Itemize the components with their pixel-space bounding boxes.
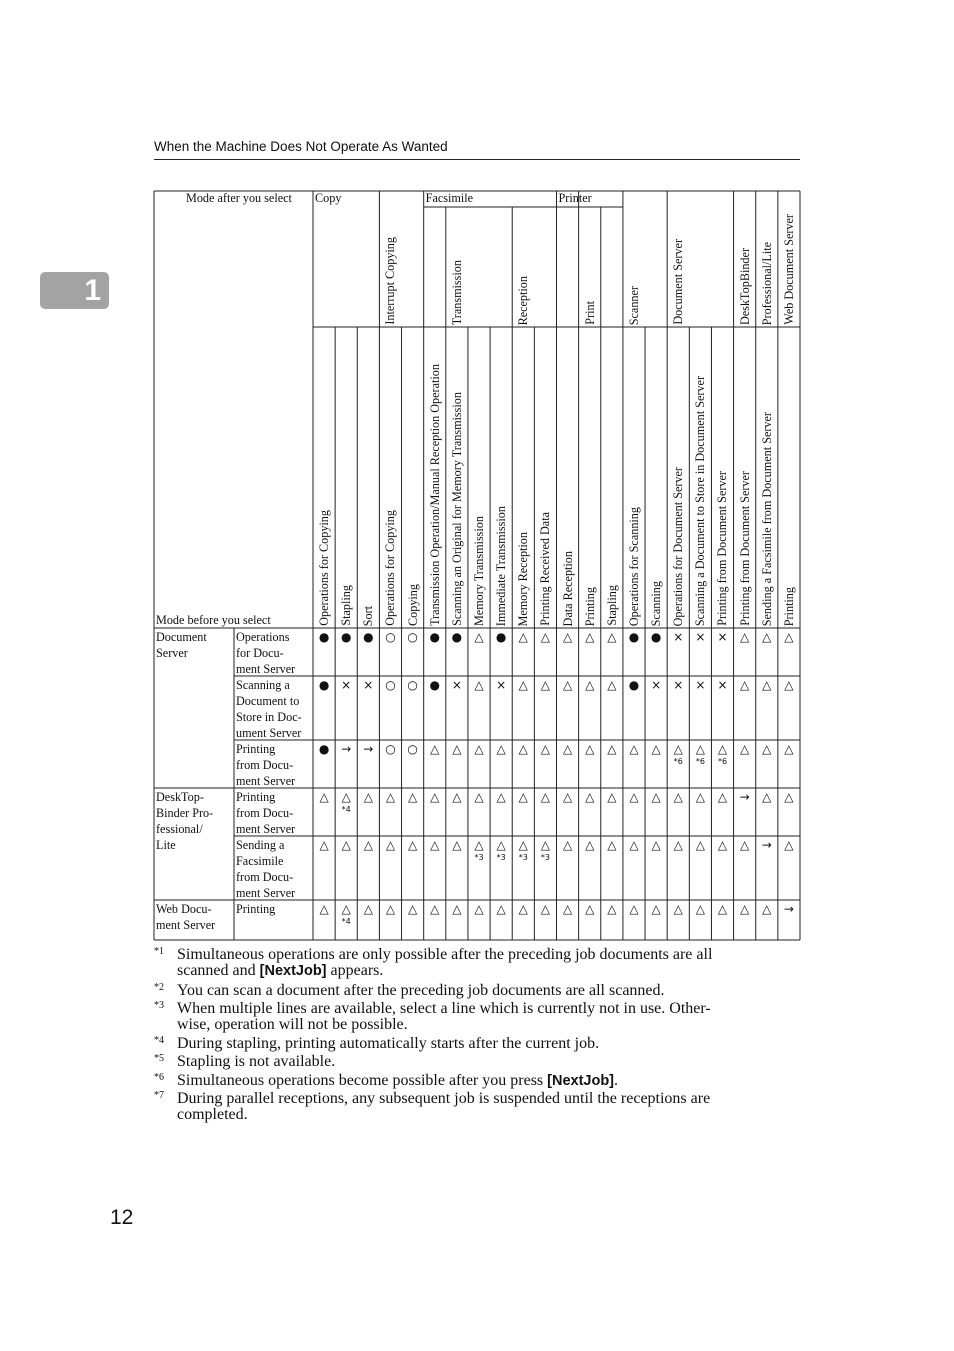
cell-symbol: ●	[318, 630, 330, 644]
cell-symbol: ●	[340, 630, 352, 644]
cell-symbol: △	[762, 742, 772, 756]
cell-symbol: △	[474, 790, 484, 804]
row-label-6	[236, 901, 314, 917]
row-group-2	[156, 789, 234, 853]
cell-note: *6	[717, 757, 728, 766]
row-label-line: for Docu-	[236, 646, 284, 660]
cell-symbol: △	[762, 902, 772, 916]
cell-symbol: △	[740, 838, 750, 852]
cell-symbol: △	[740, 742, 750, 756]
row-label-line: Printing	[236, 902, 276, 916]
cell-symbol: △	[762, 630, 772, 644]
col-header-12: Data Reception	[560, 551, 575, 627]
cell-symbol: △	[474, 902, 484, 916]
cell-symbol: △	[496, 790, 506, 804]
cell-symbol: △	[518, 630, 528, 644]
row-label-line: Store in Doc-	[236, 710, 302, 724]
row-group-line: Binder Pro-	[156, 806, 214, 820]
running-head: When the Machine Does Not Operate As Wanted	[154, 139, 800, 160]
footnote-line: During stapling, printing automatically starts after the current job.	[177, 1035, 600, 1052]
cell-note: *4	[341, 805, 351, 814]
row-label-line: ument Server	[236, 726, 302, 740]
nextjob-key-label: [NextJob]	[547, 1073, 615, 1089]
cell-note: *3	[474, 853, 484, 862]
cell-symbol: △	[540, 630, 551, 644]
cell-symbol: △	[607, 678, 617, 692]
cell-symbol: △	[540, 678, 551, 692]
cell-symbol: ×	[451, 678, 462, 692]
cell-symbol: ●	[650, 630, 662, 644]
cell-symbol: △	[562, 790, 573, 804]
cell-symbol: ●	[451, 630, 463, 644]
nextjob-key-label: [NextJob]	[259, 963, 327, 979]
cell-symbol: △	[562, 902, 573, 916]
cell-symbol: △	[341, 838, 351, 852]
cell-symbol: △	[784, 630, 794, 644]
cell-symbol: △	[607, 838, 617, 852]
row-group-3	[156, 901, 234, 933]
cell-symbol: △	[585, 838, 595, 852]
row-label-line: Facsimile	[236, 854, 284, 868]
row-label-3	[236, 741, 314, 789]
cell-symbol: ●	[628, 630, 640, 644]
cell-symbol: △	[518, 902, 528, 916]
cell-symbol: △	[562, 838, 573, 852]
cell-note: *3	[496, 853, 506, 862]
row-label-line: Sending a	[236, 838, 285, 852]
cell-symbol: △	[540, 902, 551, 916]
cell-symbol: △	[629, 902, 639, 916]
cell-symbol: △	[585, 902, 595, 916]
cell-symbol: △	[717, 902, 728, 916]
col-header-3: Sort	[361, 606, 376, 627]
cell-symbol: ●	[495, 630, 507, 644]
col-header-7: Scanning an Original for Memory Transmission	[449, 392, 464, 626]
footnote-line: You can scan a document after the preceding job documents are all scanned.	[177, 982, 665, 999]
cell-symbol: △	[762, 678, 772, 692]
cell-symbol: △	[717, 838, 728, 852]
chapter-tab: 1	[40, 272, 109, 309]
cell-symbol: △	[562, 742, 573, 756]
cell-symbol: △	[319, 790, 329, 804]
group-label-facsimile: Facsimile	[425, 191, 474, 205]
page-number: 12	[110, 1206, 134, 1229]
footnote-text	[177, 1073, 800, 1089]
cell-symbol: △	[430, 902, 440, 916]
cell-symbol: △	[540, 742, 551, 756]
cell-symbol: △	[673, 838, 683, 852]
cell-symbol: △	[740, 630, 750, 644]
cell-symbol: ○	[407, 742, 418, 756]
row-group-line: Lite	[156, 838, 176, 852]
cell-note: *6	[673, 757, 683, 766]
col-header-18: Scanning a Document to Store in Document Server	[693, 376, 708, 627]
cell-symbol: △	[496, 742, 506, 756]
mid-header-transmission: Transmission	[449, 260, 464, 326]
cell-symbol: △	[363, 902, 373, 916]
cell-symbol: △	[585, 742, 595, 756]
cell-symbol: →	[761, 838, 772, 852]
cell-symbol: △	[496, 902, 506, 916]
cell-symbol: ○	[385, 678, 396, 692]
footnote-text	[177, 1091, 800, 1123]
col-header-4: Operations for Copying	[383, 510, 398, 626]
footnote-text	[177, 983, 800, 999]
cell-symbol: △	[607, 902, 617, 916]
cell-symbol: ×	[496, 678, 507, 692]
cell-symbol: △	[474, 742, 484, 756]
footnote-line: Simultaneous operations become possible after you press [NextJob].	[177, 1072, 619, 1089]
cell-symbol: △	[363, 838, 373, 852]
cell-note: *3	[540, 853, 550, 862]
cell-symbol: △	[784, 790, 794, 804]
cell-symbol: △	[452, 790, 462, 804]
cell-symbol: △	[341, 790, 351, 804]
col-header-1: Operations for Copying	[317, 510, 331, 626]
cell-symbol: ×	[651, 678, 662, 692]
cell-symbol: △	[629, 742, 639, 756]
cell-symbol: △	[585, 790, 595, 804]
cell-symbol: ×	[341, 678, 352, 692]
footnote-mark: *7	[154, 1090, 164, 1101]
cell-symbol: △	[629, 838, 639, 852]
mid-header-scanner: Scanner	[626, 286, 641, 326]
cell-symbol: ○	[407, 630, 418, 644]
footnote-text	[177, 947, 800, 979]
footnote-mark: *3	[154, 1000, 164, 1011]
row-label-line: Operations	[236, 630, 290, 644]
cell-symbol: △	[651, 902, 661, 916]
col-header-15: Operations for Scanning	[626, 507, 641, 627]
col-header-13: Printing	[582, 587, 597, 627]
cell-symbol: △	[784, 838, 794, 852]
footnote-text	[177, 1054, 800, 1070]
cell-symbol: △	[651, 838, 661, 852]
footnote-mark: *1	[154, 946, 164, 957]
cell-symbol: ×	[363, 678, 374, 692]
col-header-19: Printing from Document Server	[715, 471, 730, 626]
row-label-line: from Docu-	[236, 758, 294, 772]
cell-note: *3	[518, 853, 528, 862]
cell-symbol: ○	[385, 742, 396, 756]
mid-header-web-document-server: Web Document Server	[781, 214, 796, 325]
cell-symbol: △	[407, 790, 418, 804]
cell-symbol: ○	[407, 678, 418, 692]
cell-symbol: △	[319, 838, 329, 852]
cell-symbol: △	[740, 902, 750, 916]
footnote-line: During parallel receptions, any subsequent job is suspended until the receptions are	[177, 1090, 711, 1107]
row-group-line: Web Docu-	[156, 902, 212, 916]
mid-header-reception: Reception	[516, 276, 531, 326]
cell-symbol: △	[629, 790, 639, 804]
row-label-line: ment Server	[236, 886, 296, 900]
footnote-text	[177, 1001, 800, 1033]
col-header-10: Memory Reception	[516, 532, 531, 627]
footnote-line: Stapling is not available.	[177, 1053, 336, 1070]
row-group-line: Document	[156, 630, 207, 644]
row-label-line: Printing	[236, 742, 276, 756]
cell-symbol: →	[783, 902, 794, 916]
row-label-line: Scanning a	[236, 678, 290, 692]
col-header-22: Printing	[781, 587, 796, 627]
cell-symbol: △	[319, 902, 329, 916]
cell-symbol: △	[651, 790, 661, 804]
cell-symbol: ●	[318, 742, 330, 756]
row-group-line: fessional/	[156, 822, 203, 836]
col-header-9: Immediate Transmission	[494, 506, 509, 627]
col-header-21: Sending a Facsimile from Document Server	[759, 412, 774, 627]
cell-symbol: △	[474, 838, 484, 852]
cell-symbol: △	[452, 838, 462, 852]
cell-symbol: △	[518, 838, 528, 852]
col-header-8: Memory Transmission	[471, 516, 486, 627]
col-header-16: Scanning	[649, 581, 664, 627]
group-label-printer: Printer	[558, 191, 592, 205]
cell-symbol: △	[496, 838, 506, 852]
cell-symbol: ●	[363, 630, 374, 644]
row-label-line: Document to	[236, 694, 300, 708]
mid-header-document-server: Document Server	[671, 239, 686, 325]
cell-symbol: △	[430, 742, 440, 756]
cell-symbol: △	[695, 742, 705, 756]
cell-symbol: △	[540, 790, 551, 804]
row-label-line: ment Server	[236, 822, 296, 836]
cell-symbol: △	[651, 742, 661, 756]
cell-symbol: △	[474, 678, 484, 692]
cell-symbol: △	[407, 838, 418, 852]
row-group-line: DeskTop-	[156, 790, 204, 804]
cell-symbol: △	[607, 790, 617, 804]
row-group-line: ment Server	[156, 918, 216, 932]
cell-symbol: →	[739, 790, 750, 804]
cell-symbol: ○	[385, 630, 396, 644]
cell-symbol: △	[385, 902, 396, 916]
row-label-line: from Docu-	[236, 806, 294, 820]
row-label-4	[236, 789, 314, 837]
row-group-1	[156, 629, 234, 661]
cell-symbol: △	[341, 902, 351, 916]
cell-symbol: △	[717, 790, 728, 804]
mid-header-print: Print	[582, 301, 597, 325]
row-label-line: from Docu-	[236, 870, 294, 884]
cell-symbol: △	[695, 902, 705, 916]
corner-label-before: Mode before you select	[156, 613, 271, 627]
col-header-17: Operations for Document Server	[671, 467, 686, 627]
cell-symbol: △	[695, 790, 705, 804]
cell-symbol: △	[518, 678, 528, 692]
cell-symbol: △	[518, 742, 528, 756]
footnote-line: scanned and [NextJob] appears.	[177, 962, 384, 979]
cell-note: *6	[695, 757, 705, 766]
row-label-line: ment Server	[236, 774, 296, 788]
cell-symbol: ×	[717, 630, 728, 644]
footnote-mark: *2	[154, 982, 164, 993]
cell-symbol: ×	[673, 678, 684, 692]
cell-symbol: △	[717, 742, 728, 756]
cell-symbol: △	[518, 790, 528, 804]
mid-header-professional-lite: Professional/Lite	[759, 242, 774, 326]
cell-symbol: △	[740, 678, 750, 692]
cell-symbol: △	[585, 630, 595, 644]
mid-header-desktopbinder: DeskTopBinder	[737, 248, 752, 325]
col-header-5: Copying	[405, 584, 420, 626]
corner-label-after: Mode after you select	[186, 191, 292, 205]
cell-symbol: △	[607, 742, 617, 756]
footnote-line: wise, operation will not be possible.	[177, 1016, 408, 1033]
cell-symbol: ×	[717, 678, 728, 692]
footnote-line: completed.	[177, 1106, 248, 1123]
cell-symbol: ●	[628, 678, 640, 692]
row-label-2	[236, 677, 314, 741]
col-header-11: Printing Received Data	[538, 512, 553, 626]
group-label-copy: Copy	[315, 191, 342, 205]
cell-symbol: △	[585, 678, 595, 692]
footnote-mark: *5	[154, 1053, 164, 1064]
cell-symbol: △	[430, 838, 440, 852]
cell-note: *4	[341, 917, 351, 926]
cell-symbol: △	[762, 790, 772, 804]
cell-symbol: →	[341, 742, 352, 756]
footnote-line: When multiple lines are available, select a line which is currently not in use. Other-	[177, 1000, 711, 1017]
footnote-mark: *6	[154, 1072, 164, 1083]
cell-symbol: △	[695, 838, 705, 852]
col-header-2: Stapling	[339, 585, 354, 626]
cell-symbol: ●	[318, 678, 330, 692]
footnote-line: Simultaneous operations are only possible after the preceding job documents are all	[177, 946, 713, 963]
cell-symbol: △	[452, 742, 462, 756]
cell-symbol: △	[540, 838, 551, 852]
cell-symbol: △	[363, 790, 373, 804]
cell-symbol: △	[607, 630, 617, 644]
cell-symbol: △	[430, 790, 440, 804]
cell-symbol: ×	[695, 630, 706, 644]
col-header-14: Stapling	[604, 585, 619, 626]
row-label-5	[236, 837, 314, 901]
cell-symbol: ×	[695, 678, 706, 692]
cell-symbol: △	[474, 630, 484, 644]
cell-symbol: △	[385, 838, 396, 852]
cell-symbol: △	[784, 742, 794, 756]
row-label-line: Printing	[236, 790, 276, 804]
col-header-6: Transmission Operation/Manual Reception Operation	[427, 364, 442, 626]
cell-symbol: △	[562, 630, 573, 644]
footnote-text	[177, 1036, 800, 1052]
cell-symbol: ×	[673, 630, 684, 644]
mid-header-interrupt-copying: Interrupt Copying	[383, 237, 398, 325]
cell-symbol: ●	[429, 630, 440, 644]
cell-symbol: △	[562, 678, 573, 692]
row-label-line: ment Server	[236, 662, 296, 676]
cell-symbol: △	[673, 742, 683, 756]
row-label-1	[236, 629, 314, 677]
footnote-mark: *4	[154, 1035, 164, 1046]
cell-symbol: △	[407, 902, 418, 916]
cell-symbol: →	[363, 742, 374, 756]
cell-symbol: △	[673, 902, 683, 916]
cell-symbol: △	[385, 790, 396, 804]
cell-symbol: △	[784, 678, 794, 692]
col-header-20: Printing from Document Server	[737, 471, 752, 626]
cell-symbol: ●	[429, 678, 440, 692]
cell-symbol: △	[673, 790, 683, 804]
row-group-line: Server	[156, 646, 188, 660]
cell-symbol: △	[452, 902, 462, 916]
